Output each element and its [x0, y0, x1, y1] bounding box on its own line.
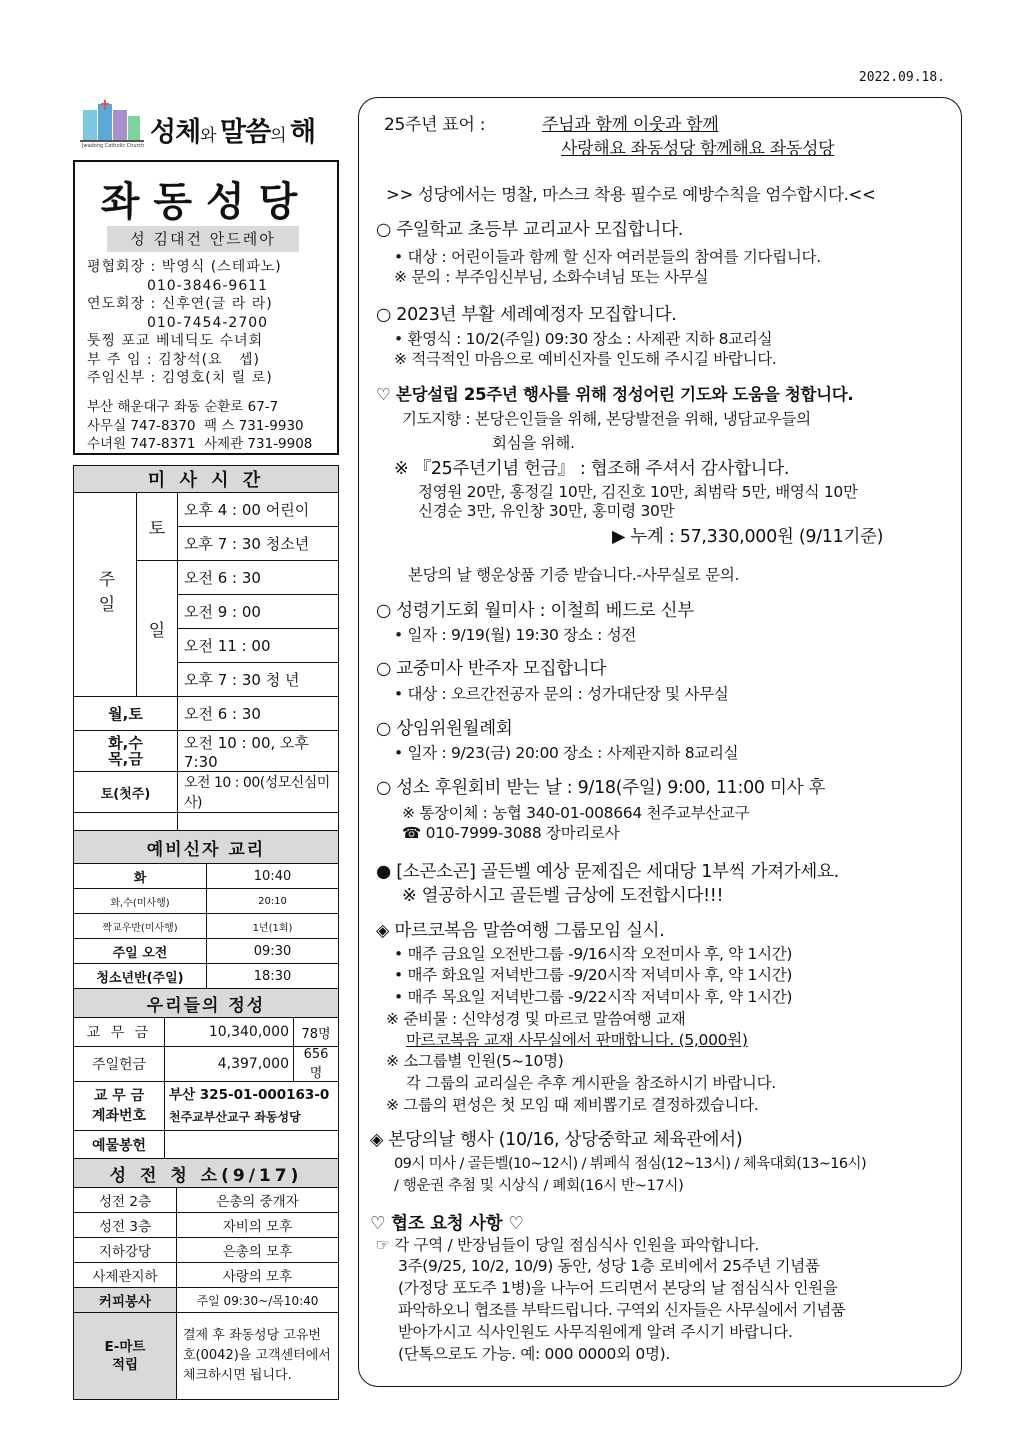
notice-heading: ● [소곤소곤] 골든벨 예상 문제집은 세대당 1부씩 가져가세요.	[376, 862, 839, 882]
notice-item: 각 그룹의 교리실은 추후 게시판을 참조하시기 바랍니다.	[406, 1074, 776, 1092]
notice-item: ※ 열공하시고 골든벨 금상에 도전합시다!!!	[402, 886, 724, 906]
notice-item: ☎ 010-7999-3088 장마리로사	[402, 824, 620, 842]
class-name: 짝교우반(미사행)	[74, 914, 207, 939]
bulletin-date: 2022.09.18.	[858, 70, 945, 85]
notice-item: ※ 그룹의 편성은 첫 모임 때 제비뽑기로 결정하겠습니다.	[386, 1096, 759, 1114]
mass-time: 오후 7 : 30 청소년	[178, 527, 339, 561]
catechism-title: 예비신자 교리	[74, 831, 339, 864]
notice-item: ☞ 각 구역 / 반장님들이 당일 점심식사 인원을 파악합니다.	[376, 1236, 759, 1254]
mass-time: 오전 9 : 00	[178, 595, 339, 629]
notice-item: • 매주 화요일 저녁반그룹 -9/20시작 저녁미사 후, 약 1시간)	[394, 966, 793, 984]
clean-place: 커피봉사	[74, 1288, 177, 1313]
notice-item: • 일자 : 9/19(월) 19:30 장소 : 성전	[394, 626, 637, 644]
offering-name: 교 무 금	[74, 1018, 165, 1047]
clean-group: 주일 09:30~/목10:40	[177, 1288, 339, 1313]
gift-label: 예물봉헌	[74, 1131, 165, 1160]
notice-heading: ○ 주일학교 초등부 교리교사 모집합니다.	[376, 220, 683, 240]
notice-item: • 대상 : 어린이들과 함께 할 신자 여러분들의 참여를 기다립니다.	[394, 248, 821, 266]
safety-notice: >> 성당에서는 명찰, 마스크 착용 필수로 예방수칙을 엄수합시다.<<	[386, 185, 876, 204]
patron-saint: 성 김대건 안드레아	[107, 226, 299, 252]
mass-title: 미 사 시 간	[74, 466, 339, 493]
notice-item: 신경순 3만, 유인창 30만, 홍미령 30만	[418, 502, 675, 520]
cleaning-title: 성 전 청 소(9/17)	[74, 1159, 339, 1188]
notice-item: 09시 미사 / 골든벨(10~12시) / 뷔페식 점심(12~13시) / 체육대회(13~16시)	[394, 1156, 866, 1172]
emart-label: E-마트 적립	[74, 1313, 177, 1400]
notice-item: • 매주 금요일 오전반그룹 -9/16시작 오전미사 후, 약 1시간)	[394, 945, 793, 963]
weekday-time: 오전 6 : 30	[178, 697, 339, 731]
notice-item: ※ 적극적인 마음으로 예비신자를 인도해 주시길 바랍니다.	[394, 350, 777, 368]
notice-item: 본당의 날 행운상품 기증 받습니다.-사무실로 문의.	[408, 566, 740, 584]
clean-place: 지하강당	[74, 1238, 177, 1263]
staff-list: 평협회장 : 박영식 (스테파노) 010-3846-9611 연도회장 : 신후연(글 라 라) 010-7454-2700 툿찡 포교 베네딕도 수녀회 부 주 임 : 김창석(요 셉) 주임신부 : 김영호(치 릴 로)	[87, 259, 282, 386]
account-info: 부산 325-01-000163-0 천주교부산교구 좌동성당	[165, 1082, 339, 1131]
cleaning-table	[73, 1158, 339, 1400]
class-name: 화,수(미사행)	[74, 889, 207, 914]
class-time: 09:30	[207, 939, 339, 964]
logo-subtitle: Jwadong Catholic Church	[82, 143, 145, 149]
notice-heading: ○ 성령기도회 월미사 : 이철희 베드로 신부	[376, 601, 694, 621]
offering-amount: 4,397,000	[165, 1047, 294, 1082]
clean-group: 은총의 중개자	[177, 1188, 339, 1213]
notice-heading: ◈ 본당의날 행사 (10/16, 상당중학교 체육관에서)	[370, 1130, 743, 1150]
notice-heading: ○ 교중미사 반주자 모집합니다	[376, 659, 607, 679]
offering-total: ▶ 누계 : 57,330,000원 (9/11기준)	[612, 527, 884, 547]
clean-group: 자비의 모후	[177, 1213, 339, 1238]
notice-item: ※ 준비물 : 신약성경 및 마르코 말씀여행 교재	[386, 1010, 686, 1028]
notice-item: ※ 소그룹별 인원(5~10명)	[386, 1052, 564, 1070]
notice-item: ※ 『25주년기념 헌금』 : 협조해 주셔서 감사합니다.	[394, 459, 790, 479]
notice-item: / 행운권 추첨 및 시상식 / 폐회(16시 반~17시)	[394, 1178, 684, 1194]
notice-item: • 매주 목요일 저녁반그룹 -9/22시작 저녁미사 후, 약 1시간)	[394, 988, 793, 1006]
notice-heading: ○ 2023년 부활 세례예정자 모집합니다.	[376, 305, 677, 325]
class-name: 주일 오전	[74, 939, 207, 964]
notice-heading: ○ 상임위원월례회	[376, 719, 513, 739]
clean-group: 사랑의 모후	[177, 1263, 339, 1288]
class-name: 화	[74, 864, 207, 889]
clean-place: 성전 3층	[74, 1213, 177, 1238]
motto-label: 25주년 표어 :	[384, 115, 486, 135]
notice-item: 회심을 위해.	[492, 434, 575, 452]
class-time: 20:10	[207, 889, 339, 914]
emart-text: 결제 후 좌동성당 고유번호(0042)을 고객센터에서 체크하시면 됩니다.	[177, 1313, 339, 1400]
offering-table	[73, 988, 339, 1160]
clean-group: 은총의 모후	[177, 1238, 339, 1263]
notice-item: 3주(9/25, 10/2, 10/9) 동안, 성당 1층 로비에서 25주년 기념품	[398, 1257, 820, 1275]
logo	[80, 100, 342, 150]
weekday-time: 오전 10 : 00, 오후 7:30	[178, 731, 339, 772]
mass-time: 오전 11 : 00	[178, 629, 339, 663]
notice-item: • 일자 : 9/23(금) 20:00 장소 : 사제관지하 8교리실	[394, 744, 739, 762]
mass-time: 오후 4 : 00 어린이	[178, 493, 339, 527]
notice-heading: ♡ 협조 요청 사항 ♡	[370, 1214, 524, 1234]
clean-place: 사제관지하	[74, 1263, 177, 1288]
notice-item: 정영원 20만, 홍정길 10만, 김진호 10만, 최범락 5만, 배영식 10만	[418, 483, 858, 501]
mass-time: 오후 7 : 30 청 년	[178, 663, 339, 697]
contact-info: 부산 해운대구 좌동 순환로 67-7 사무실 747-8370 팩 스 731-9930 수녀원 747-8371 사제관 731-9908	[87, 399, 313, 452]
offering-title: 우리들의 정성	[74, 989, 339, 1018]
year-title: 성체와 말씀의 해	[150, 117, 316, 148]
notice-item: 받아가시고 식사인원도 사무직원에게 알려 주시기 바랍니다.	[398, 1323, 793, 1341]
offering-amount: 10,340,000	[165, 1018, 294, 1047]
saturday-label: 토	[137, 493, 178, 561]
mass-time: 오전 6 : 30	[178, 561, 339, 595]
account-label: 교 무 금 계좌번호	[74, 1082, 165, 1131]
weekday-label: 월,토	[74, 697, 178, 731]
notice-item: • 환영식 : 10/2(주일) 09:30 장소 : 사제관 지하 8교리실	[394, 330, 773, 348]
class-name: 청소년반(주일)	[74, 964, 207, 989]
notice-heading: ♡ 본당설립 25주년 행사를 위해 정성어린 기도와 도움을 청합니다.	[376, 385, 854, 404]
mass-times-table	[73, 465, 339, 847]
notice-item: 마르코복음 교재 사무실에서 판매합니다. (5,000원)	[406, 1031, 748, 1049]
notice-item: 기도지향 : 본당은인들을 위해, 본당발전을 위해, 냉담교우들의	[402, 410, 811, 428]
notice-heading: ○ 성소 후원회비 받는 날 : 9/18(주일) 9:00, 11:00 미사 후	[376, 778, 826, 798]
motto-line-2: 사랑해요 좌동성당 함께해요 좌동성당	[561, 139, 835, 159]
sunday-label: 주일	[74, 493, 137, 697]
offering-name: 주일헌금	[74, 1047, 165, 1082]
offering-count: 78명	[294, 1018, 339, 1047]
catechism-table	[73, 830, 339, 989]
notice-item: 파악하오니 협조를 부탁드립니다. 구역외 신자들은 사무실에서 기념품	[398, 1301, 846, 1319]
notice-item: (단톡으로도 가능. 예: 000 0000외 0명).	[398, 1345, 671, 1363]
notice-heading: ◈ 마르코복음 말씀여행 그룹모임 실시.	[376, 921, 665, 941]
sun-label: 일	[137, 561, 178, 697]
motto-line-1: 주님과 함께 이웃과 함께	[542, 115, 719, 135]
weekday-label: 토(첫주)	[74, 772, 178, 813]
class-time: 18:30	[207, 964, 339, 989]
notice-item: ※ 문의 : 부주임신부님, 소화수녀님 또는 사무실	[394, 268, 709, 286]
class-time: 10:40	[207, 864, 339, 889]
weekday-label: 화,수 목,금	[74, 731, 178, 772]
notice-item: (가정당 포도주 1병)을 나누어 드리면서 본당의 날 점심식사 인원을	[398, 1279, 838, 1297]
offering-count: 656명	[294, 1047, 339, 1082]
notice-item: • 대상 : 오르간전공자 문의 : 성가대단장 및 사무실	[394, 685, 729, 703]
church-name: 좌동성당	[100, 179, 312, 225]
weekday-time: 오전 10 : 00(성모신심미사)	[178, 772, 339, 813]
notice-item: ※ 통장이체 : 농협 340-01-008664 천주교부산교구	[402, 804, 750, 822]
clean-place: 성전 2층	[74, 1188, 177, 1213]
class-time: 1년(1회)	[207, 914, 339, 939]
church-info	[73, 160, 339, 455]
